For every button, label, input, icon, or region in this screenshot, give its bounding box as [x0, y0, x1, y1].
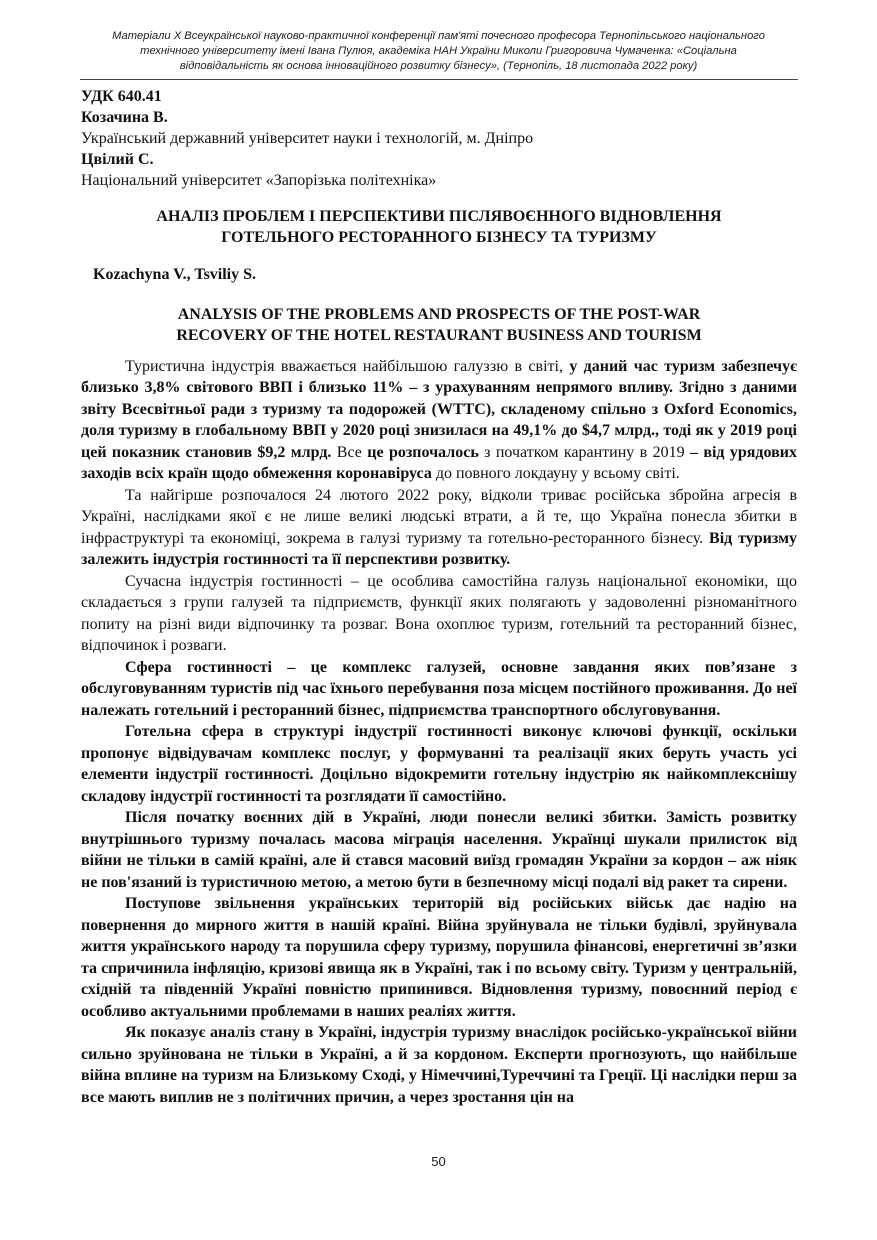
running-header [60, 29, 817, 74]
authors-english: Kozachyna V., Tsviliy S. [93, 266, 257, 283]
affiliation-1: Український державний університет науки і технологій, м. Дніпро [81, 130, 534, 147]
title-ua-line-2: ГОТЕЛЬНОГО РЕСТОРАННОГО БІЗНЕСУ ТА ТУРИЗМУ [221, 229, 657, 246]
affiliation-2: Національний університет «Запорізька політехніка» [81, 172, 437, 189]
paragraph-4: Сфера гостинності – це комплекс галузей, основне завдання яких пов’язане з обслуговуванням туристів під час їхнього перебування поза місцем постійного проживання. До неї належать готельний і ресторанний бізнес, підприємства транспортного обслуговування. [81, 658, 797, 719]
p1-text-d: це розпочалось [367, 443, 479, 461]
p1-text-f: – від урядових заходів всіх країн щодо обмеження коронавіруса [81, 443, 797, 482]
title-ua-line-1: АНАЛІЗ ПРОБЛЕМ І ПЕРСПЕКТИВИ ПІСЛЯВОЄННОГО ВІДНОВЛЕННЯ [156, 208, 722, 225]
paragraph-2 [81, 485, 797, 571]
p2-text-a: Та найгірше розпочалося 24 лютого 2022 року, відколи триває російська збройна агресія в Україні, наслідками якої є не лише великі людські втрати, а й те, що Україна понесла збитки в інфраструктурі та економіці, зокрема в галузі туризму та готельно-ресторанного бізнесу. [81, 486, 797, 547]
page-number: 50 [431, 1154, 446, 1169]
article [81, 86, 797, 1108]
p1-text-e: з початком карантину в 2019 [478, 443, 690, 461]
p1-text-b: у даний час туризм забезпечує близько 3,8% світового ВВП і близько 11% – з урахуванням непрямого впливу. Згідно з даними звіту Всесвітньої ради з туризму та подорожей (WTTC), складеному спільно з Oxford Economics, доля туризму в глобальному ВВП у 2020 році знизилася на 49,1% до $4,7 млрд., тоді як у 2019 році цей показник становив $9,2 млрд. [81, 357, 797, 461]
paragraph-6: Після початку воєнних дій в Україні, люди понесли великі збитки. Замість розвитку внутрішнього туризму почалась масова міграція населення. Українці шукали прилисток від війни не тільки в самій країні, але й стався масовий виїзд громадян України за кордон – аж ніяк не пов'язаний із туристичною метою, а метою бути в безпечному місці подалі від ракет та сирени. [81, 809, 797, 891]
p1-text-g: до повного локдауну у всьому світі. [431, 465, 680, 482]
article-body [81, 356, 797, 1109]
paragraph-7: Поступове звільнення українських територій від російських військ дає надію на повернення до мирного життя в нашій країні. Війна зруйнувала не тільки будівлі, зруйнувала життя українського народу та порушила сферу туризму, порушила фінансові, енергетичні зв’язки та спричинила інфляцію, кризові явища як в Україні, так і по всьому світу. Туризм у центральній, східній та південній Україні повністю припинився. Відновлення туризму, повоєнний період є особливо актуальними проблемами в наших реаліях життя. [81, 895, 797, 1020]
title-ukrainian [81, 206, 797, 248]
title-english [81, 304, 797, 346]
p1-text-c: Все [331, 443, 368, 461]
article-meta [81, 86, 797, 191]
header-line-2: технічного університету імені Івана Пулюя, академіка НАН України Миколи Григоровича Чумаченка: «Соціальна [140, 45, 737, 57]
author-2: Цвілий С. [81, 151, 154, 168]
p1-text-a: Туристична індустрія вважається найбільшою галуззю в світі, [125, 357, 570, 375]
paragraph-8: Як показує аналіз стану в Україні, індустрія туризму внаслідок російсько-української війни сильно зруйнована не тільки в Україні, а й за кордоном. Експерти прогнозують, що найбільше війна вплине на туризм на Близькому Сході, у Німеччині,Туреччині та Греції. Ці наслідки перш за все мають виплив не з політичних причин, а через зростання цін на [81, 1024, 797, 1106]
p2-text-b: Від туризму залежить індустрія гостинності та її перспективи розвитку. [81, 529, 797, 568]
title-en-line-1: ANALYSIS OF THE PROBLEMS AND PROSPECTS OF THE POST-WAR [177, 305, 701, 323]
paragraph-5: Готельна сфера в структурі індустрії гостинності виконує ключові функції, оскільки пропонує відвідувачам комплекс послуг, у формуванні та реалізації яких беруть участь усі елементи індустрії гостинності. Доцільно відокремити готельну індустрію як найкомплекснішу складову індустрії гостинності та розглядати її самостійно. [81, 723, 797, 805]
author-1: Козачина В. [81, 109, 168, 126]
header-rule [80, 79, 798, 80]
title-en-line-2: RECOVERY OF THE HOTEL RESTAURANT BUSINESS AND TOURISM [176, 326, 702, 344]
paragraph-3: Сучасна індустрія гостинності – це особлива самостійна галузь національної економіки, що складається з групи галузей та підприємств, функції яких полягають у задоволенні різноманітного попиту на різні види відпочинку та розваг. Вона охоплює туризм, готельний та ресторанний бізнес, відпочинок і розваги. [81, 572, 797, 654]
header-line-1: Матеріали X Всеукраїнської науково-практичної конференції пам'яті почесного професора Тернопільського національного [112, 30, 765, 42]
paragraph-1 [81, 356, 797, 485]
udk-code: УДК 640.41 [81, 88, 162, 105]
header-line-3: відповідальність як основа інноваційного розвитку бізнесу», (Тернопіль, 18 листопада 2022 року) [179, 60, 698, 72]
